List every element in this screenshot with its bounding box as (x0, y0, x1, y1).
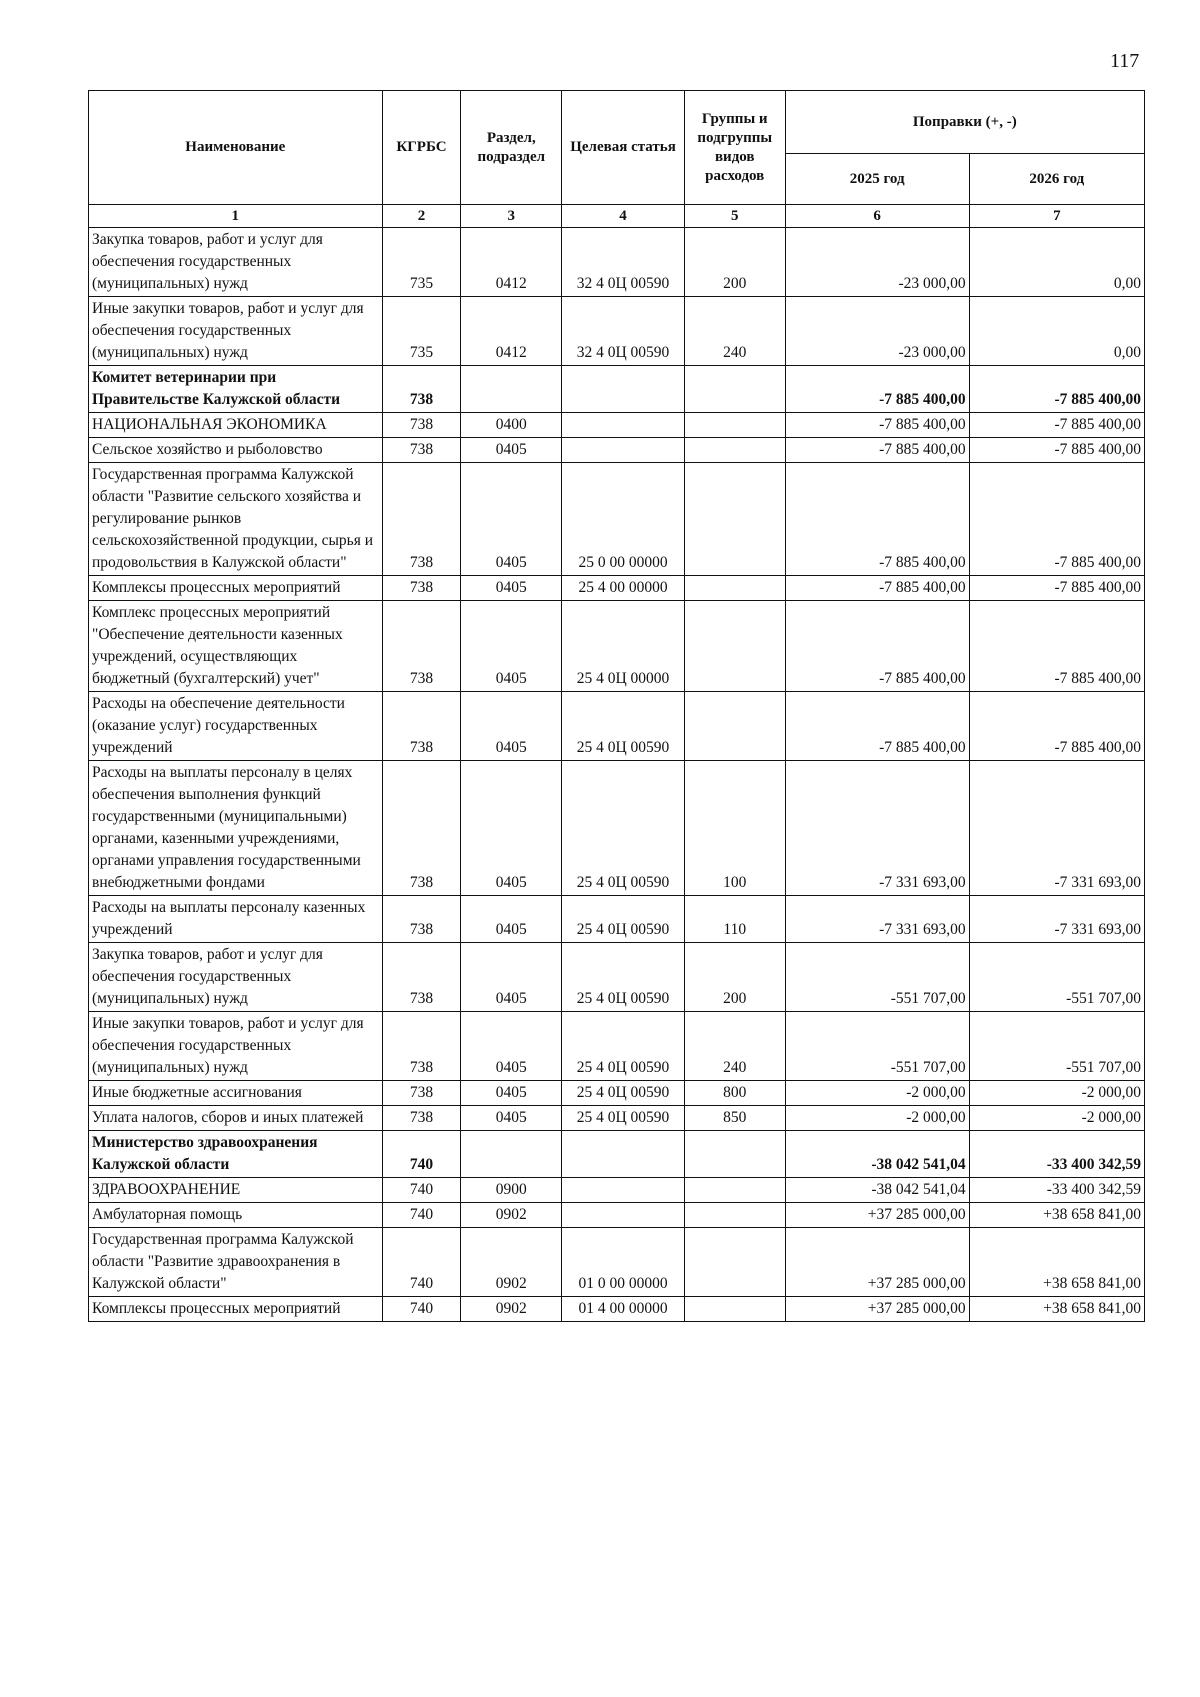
row-expense-group (684, 692, 785, 761)
column-number: 7 (969, 205, 1144, 228)
row-name: Расходы на обеспечение деятельности (оказание услуг) государственных учреждений (89, 692, 383, 761)
row-amount-2025: -7 885 400,00 (785, 366, 969, 413)
row-section: 0902 (461, 1203, 562, 1228)
row-section: 0400 (461, 413, 562, 438)
row-name: Уплата налогов, сборов и иных платежей (89, 1106, 383, 1131)
row-amount-2026: -7 331 693,00 (969, 761, 1144, 896)
column-number: 2 (382, 205, 461, 228)
row-amount-2025: +37 285 000,00 (785, 1228, 969, 1297)
row-expense-group (684, 463, 785, 576)
row-kgrbs: 738 (382, 1012, 461, 1081)
row-expense-group: 850 (684, 1106, 785, 1131)
row-expense-group (684, 576, 785, 601)
row-kgrbs: 740 (382, 1228, 461, 1297)
row-target-article: 25 0 00 00000 (562, 463, 685, 576)
row-name: Государственная программа Калужской области "Развитие здравоохранения в Калужской области" (89, 1228, 383, 1297)
table-row (89, 297, 1145, 366)
page-number: 117 (1110, 50, 1140, 72)
row-target-article (562, 413, 685, 438)
row-expense-group: 200 (684, 943, 785, 1012)
row-name: Расходы на выплаты персоналу в целях обеспечения выполнения функций государственными (муниципальными) органами, казенными учреждениями, органами управления государственными внебюджетными фондами (89, 761, 383, 896)
row-amount-2026: -7 885 400,00 (969, 463, 1144, 576)
row-expense-group (684, 1203, 785, 1228)
row-expense-group (684, 438, 785, 463)
row-kgrbs: 735 (382, 297, 461, 366)
table-row (89, 761, 1145, 896)
row-target-article: 25 4 00 00000 (562, 576, 685, 601)
row-name: Закупка товаров, работ и услуг для обеспечения государственных (муниципальных) нужд (89, 228, 383, 297)
table-row (89, 601, 1145, 692)
row-section: 0405 (461, 438, 562, 463)
row-expense-group: 240 (684, 297, 785, 366)
row-amount-2025: -38 042 541,04 (785, 1178, 969, 1203)
row-expense-group: 240 (684, 1012, 785, 1081)
row-target-article: 25 4 0Ц 00590 (562, 1081, 685, 1106)
row-section: 0412 (461, 228, 562, 297)
table-row (89, 463, 1145, 576)
table-row (89, 1106, 1145, 1131)
row-amount-2026: -33 400 342,59 (969, 1178, 1144, 1203)
row-amount-2025: -551 707,00 (785, 1012, 969, 1081)
row-amount-2026: -7 885 400,00 (969, 438, 1144, 463)
row-expense-group (684, 1178, 785, 1203)
row-amount-2026: -7 885 400,00 (969, 576, 1144, 601)
row-name: Комитет ветеринарии при Правительстве Калужской области (89, 366, 383, 413)
row-kgrbs: 740 (382, 1178, 461, 1203)
row-expense-group (684, 601, 785, 692)
row-amount-2025: -7 885 400,00 (785, 576, 969, 601)
row-amount-2026: -7 885 400,00 (969, 413, 1144, 438)
row-name: Государственная программа Калужской области "Развитие сельского хозяйства и регулирование рынков сельскохозяйственной продукции, сырья и продовольствия в Калужской области" (89, 463, 383, 576)
row-section: 0405 (461, 896, 562, 943)
table-row (89, 1203, 1145, 1228)
column-number: 6 (785, 205, 969, 228)
table-row (89, 576, 1145, 601)
row-section: 0405 (461, 692, 562, 761)
row-amount-2025: +37 285 000,00 (785, 1297, 969, 1322)
row-amount-2025: -7 885 400,00 (785, 692, 969, 761)
table-row (89, 438, 1145, 463)
row-section (461, 366, 562, 413)
row-name: Амбулаторная помощь (89, 1203, 383, 1228)
table-row (89, 1178, 1145, 1203)
row-name: Сельское хозяйство и рыболовство (89, 438, 383, 463)
row-amount-2025: -7 885 400,00 (785, 463, 969, 576)
header-kgrbs: КГРБС (382, 91, 461, 205)
row-kgrbs: 738 (382, 943, 461, 1012)
table-row (89, 1228, 1145, 1297)
row-name: Комплекс процессных мероприятий "Обеспечение деятельности казенных учреждений, осуществляющих бюджетный (бухгалтерский) учет" (89, 601, 383, 692)
row-target-article: 25 4 0Ц 00000 (562, 601, 685, 692)
row-amount-2025: -7 885 400,00 (785, 438, 969, 463)
row-kgrbs: 738 (382, 576, 461, 601)
row-amount-2026: -7 885 400,00 (969, 692, 1144, 761)
column-number: 1 (89, 205, 383, 228)
row-name: Иные закупки товаров, работ и услуг для обеспечения государственных (муниципальных) нужд (89, 297, 383, 366)
row-name: Министерство здравоохранения Калужской области (89, 1131, 383, 1178)
row-section: 0405 (461, 601, 562, 692)
row-kgrbs: 738 (382, 366, 461, 413)
header-name: Наименование (89, 91, 383, 205)
row-target-article: 25 4 0Ц 00590 (562, 692, 685, 761)
header-year-2025: 2025 год (785, 154, 969, 205)
row-amount-2025: -7 885 400,00 (785, 601, 969, 692)
row-amount-2026: -2 000,00 (969, 1081, 1144, 1106)
row-kgrbs: 738 (382, 438, 461, 463)
row-target-article (562, 438, 685, 463)
row-target-article (562, 1178, 685, 1203)
row-expense-group (684, 413, 785, 438)
row-amount-2026: -551 707,00 (969, 943, 1144, 1012)
row-amount-2025: +37 285 000,00 (785, 1203, 969, 1228)
row-amount-2026: -7 885 400,00 (969, 601, 1144, 692)
row-amount-2025: -38 042 541,04 (785, 1131, 969, 1178)
row-section: 0902 (461, 1228, 562, 1297)
row-kgrbs: 738 (382, 692, 461, 761)
row-amount-2026: 0,00 (969, 228, 1144, 297)
row-kgrbs: 740 (382, 1203, 461, 1228)
row-section: 0405 (461, 1012, 562, 1081)
row-expense-group: 100 (684, 761, 785, 896)
row-name: Иные бюджетные ассигнования (89, 1081, 383, 1106)
table-row (89, 366, 1145, 413)
row-kgrbs: 738 (382, 896, 461, 943)
row-kgrbs: 738 (382, 601, 461, 692)
header-target: Целевая статья (562, 91, 685, 205)
row-section: 0902 (461, 1297, 562, 1322)
row-expense-group (684, 1228, 785, 1297)
row-name: Комплексы процессных мероприятий (89, 576, 383, 601)
table-row (89, 896, 1145, 943)
table-row (89, 1012, 1145, 1081)
row-amount-2026: 0,00 (969, 297, 1144, 366)
row-amount-2025: -2 000,00 (785, 1081, 969, 1106)
table-row (89, 1131, 1145, 1178)
row-name: НАЦИОНАЛЬНАЯ ЭКОНОМИКА (89, 413, 383, 438)
row-amount-2026: -33 400 342,59 (969, 1131, 1144, 1178)
row-name: Комплексы процессных мероприятий (89, 1297, 383, 1322)
row-section: 0405 (461, 943, 562, 1012)
row-expense-group: 800 (684, 1081, 785, 1106)
table-row (89, 228, 1145, 297)
row-section: 0405 (461, 1106, 562, 1131)
table-row (89, 943, 1145, 1012)
row-amount-2025: -23 000,00 (785, 228, 969, 297)
row-name: ЗДРАВООХРАНЕНИЕ (89, 1178, 383, 1203)
row-amount-2026: +38 658 841,00 (969, 1228, 1144, 1297)
row-amount-2025: -7 331 693,00 (785, 761, 969, 896)
row-kgrbs: 738 (382, 463, 461, 576)
row-target-article: 25 4 0Ц 00590 (562, 943, 685, 1012)
row-target-article (562, 366, 685, 413)
row-expense-group (684, 366, 785, 413)
row-amount-2025: -7 331 693,00 (785, 896, 969, 943)
row-target-article: 25 4 0Ц 00590 (562, 1106, 685, 1131)
column-number: 5 (684, 205, 785, 228)
row-amount-2026: -7 885 400,00 (969, 366, 1144, 413)
row-expense-group: 200 (684, 228, 785, 297)
row-name: Иные закупки товаров, работ и услуг для обеспечения государственных (муниципальных) нужд (89, 1012, 383, 1081)
header-section: Раздел, подраздел (461, 91, 562, 205)
row-kgrbs: 735 (382, 228, 461, 297)
row-kgrbs: 738 (382, 1081, 461, 1106)
row-kgrbs: 738 (382, 413, 461, 438)
column-number: 4 (562, 205, 685, 228)
row-kgrbs: 740 (382, 1131, 461, 1178)
row-section: 0405 (461, 463, 562, 576)
row-target-article: 32 4 0Ц 00590 (562, 297, 685, 366)
row-target-article: 25 4 0Ц 00590 (562, 896, 685, 943)
row-expense-group (684, 1297, 785, 1322)
header-year-2026: 2026 год (969, 154, 1144, 205)
row-section: 0405 (461, 1081, 562, 1106)
row-amount-2025: -2 000,00 (785, 1106, 969, 1131)
budget-amendments-table (88, 90, 1145, 1322)
row-section: 0900 (461, 1178, 562, 1203)
row-amount-2026: -2 000,00 (969, 1106, 1144, 1131)
row-name: Расходы на выплаты персоналу казенных учреждений (89, 896, 383, 943)
row-target-article (562, 1131, 685, 1178)
row-amount-2025: -551 707,00 (785, 943, 969, 1012)
row-target-article: 01 4 00 00000 (562, 1297, 685, 1322)
row-target-article: 25 4 0Ц 00590 (562, 1012, 685, 1081)
row-target-article: 32 4 0Ц 00590 (562, 228, 685, 297)
column-number: 3 (461, 205, 562, 228)
row-expense-group: 110 (684, 896, 785, 943)
row-amount-2026: +38 658 841,00 (969, 1297, 1144, 1322)
table-row (89, 413, 1145, 438)
table-row (89, 1297, 1145, 1322)
row-kgrbs: 738 (382, 1106, 461, 1131)
header-amendments: Поправки (+, -) (785, 91, 1144, 154)
row-amount-2026: -7 331 693,00 (969, 896, 1144, 943)
row-amount-2025: -23 000,00 (785, 297, 969, 366)
row-section: 0405 (461, 761, 562, 896)
header-groups: Группы и подгруппы видов расходов (684, 91, 785, 205)
row-amount-2026: -551 707,00 (969, 1012, 1144, 1081)
table-row (89, 1081, 1145, 1106)
row-expense-group (684, 1131, 785, 1178)
row-section: 0412 (461, 297, 562, 366)
row-target-article (562, 1203, 685, 1228)
row-kgrbs: 740 (382, 1297, 461, 1322)
row-kgrbs: 738 (382, 761, 461, 896)
row-section (461, 1131, 562, 1178)
row-section: 0405 (461, 576, 562, 601)
row-amount-2026: +38 658 841,00 (969, 1203, 1144, 1228)
table-row (89, 692, 1145, 761)
row-amount-2025: -7 885 400,00 (785, 413, 969, 438)
row-target-article: 01 0 00 00000 (562, 1228, 685, 1297)
row-name: Закупка товаров, работ и услуг для обеспечения государственных (муниципальных) нужд (89, 943, 383, 1012)
row-target-article: 25 4 0Ц 00590 (562, 761, 685, 896)
